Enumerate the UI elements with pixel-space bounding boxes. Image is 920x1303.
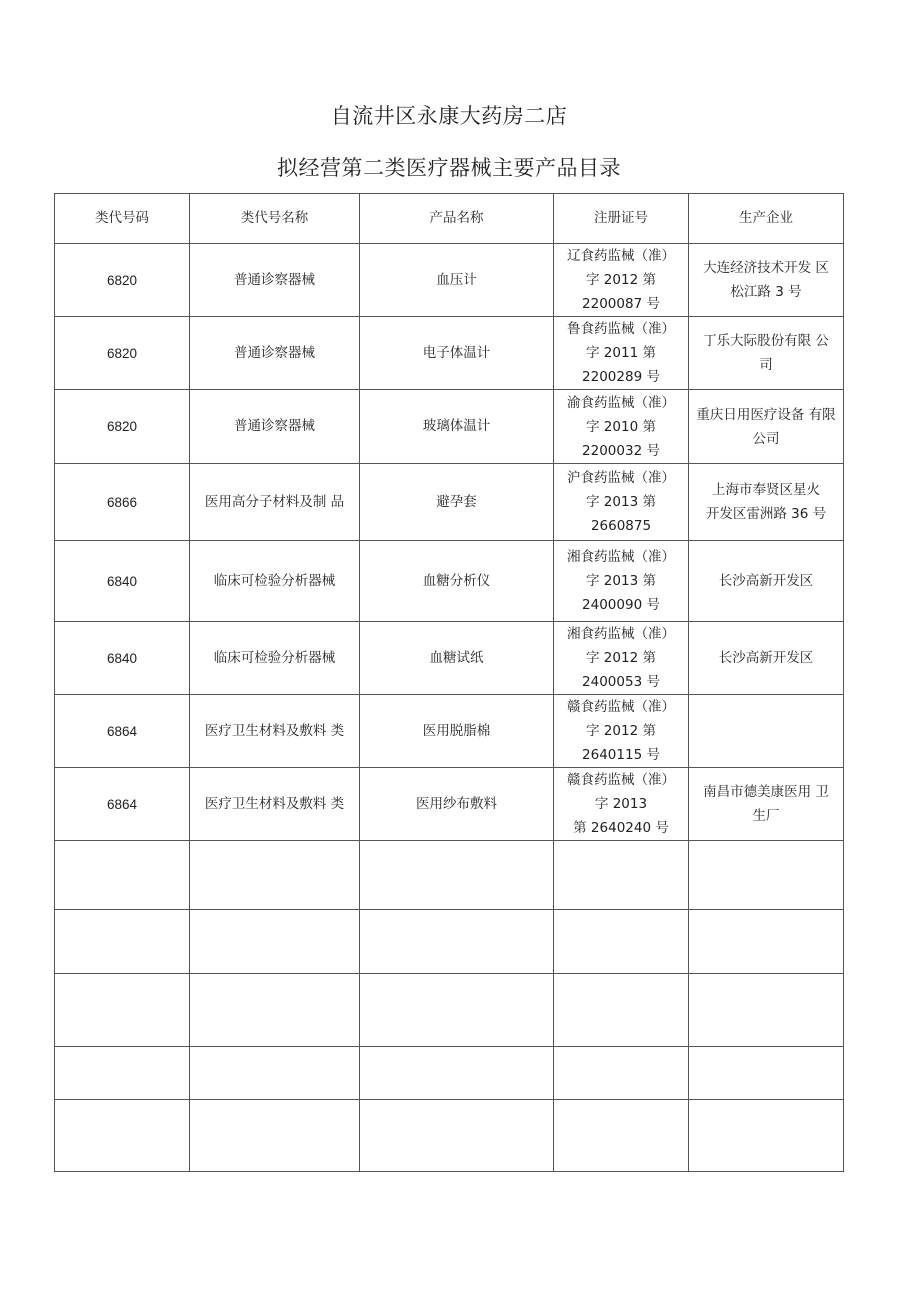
empty-cell — [554, 910, 689, 974]
cell-registration — [554, 317, 689, 390]
reg-line: 字 2013 — [594, 796, 648, 812]
cell-code: 6840 — [55, 541, 190, 622]
mfr-line: 长沙高新开发区 — [718, 573, 814, 589]
cell-product: 避孕套 — [360, 464, 554, 541]
empty-cell — [190, 1047, 360, 1100]
table-row — [55, 464, 844, 541]
empty-row — [55, 841, 844, 910]
empty-cell — [190, 1100, 360, 1172]
reg-line: 字 2012 第 — [586, 650, 656, 666]
cell-category: 临床可检验分析器械 — [190, 622, 360, 695]
cell-manufacturer — [689, 317, 844, 390]
empty-row — [55, 974, 844, 1047]
reg-line: 字 2010 第 — [586, 418, 656, 435]
empty-cell — [360, 910, 554, 974]
cell-manufacturer — [689, 390, 844, 464]
table-row — [55, 695, 844, 768]
cell-registration — [554, 390, 689, 464]
header-code: 类代号码 — [55, 194, 190, 244]
reg-line: 湘食药监械（准） — [567, 626, 675, 642]
empty-cell — [55, 841, 190, 910]
mfr-line: 司 — [759, 357, 773, 373]
reg-line: 赣食药监械（准） — [567, 772, 675, 788]
mfr-line: 丁乐大际股份有限 公 — [703, 333, 829, 349]
reg-line: 字 2012 第 — [586, 723, 656, 739]
cell-category: 医用高分子材料及制 品 — [190, 464, 360, 541]
cell-category: 普通诊察器械 — [190, 390, 360, 464]
empty-cell — [190, 910, 360, 974]
reg-line: 2400053 号 — [582, 674, 660, 690]
cell-code: 6820 — [55, 390, 190, 464]
table-row — [55, 622, 844, 695]
cell-registration — [554, 622, 689, 695]
reg-line: 渝食药监械（准） — [567, 394, 675, 411]
header-product: 产品名称 — [360, 194, 554, 244]
cell-product: 玻璃体温计 — [360, 390, 554, 464]
empty-cell — [190, 841, 360, 910]
mfr-line: 公司 — [752, 430, 780, 447]
cell-product: 血糖分析仪 — [360, 541, 554, 622]
empty-row — [55, 1047, 844, 1100]
empty-cell — [554, 841, 689, 910]
empty-cell — [554, 1100, 689, 1172]
table-row — [55, 244, 844, 317]
reg-line: 鲁食药监械（准） — [567, 321, 675, 337]
cell-registration — [554, 244, 689, 317]
cell-manufacturer — [689, 622, 844, 695]
product-table — [54, 193, 844, 1172]
cell-manufacturer — [689, 541, 844, 622]
cell-registration — [554, 464, 689, 541]
table-row — [55, 768, 844, 841]
cell-code: 6864 — [55, 695, 190, 768]
cell-manufacturer — [689, 695, 844, 768]
reg-line: 湘食药监械（准） — [567, 549, 675, 565]
empty-cell — [190, 974, 360, 1047]
cell-category: 医疗卫生材料及敷料 类 — [190, 695, 360, 768]
page-subtitle: 拟经营第二类医疗器械主要产品目录 — [277, 156, 621, 180]
empty-cell — [360, 1047, 554, 1100]
table-row — [55, 541, 844, 622]
table-row — [55, 390, 844, 464]
cell-product: 医用脱脂棉 — [360, 695, 554, 768]
reg-line: 字 2013 第 — [586, 573, 656, 589]
empty-row — [55, 910, 844, 974]
cell-category: 普通诊察器械 — [190, 317, 360, 390]
cell-registration — [554, 695, 689, 768]
cell-category: 临床可检验分析器械 — [190, 541, 360, 622]
table-row — [55, 317, 844, 390]
cell-code: 6840 — [55, 622, 190, 695]
reg-line: 2660875 — [590, 518, 652, 534]
empty-cell — [689, 1100, 844, 1172]
empty-cell — [55, 974, 190, 1047]
header-registration: 注册证号 — [554, 194, 689, 244]
reg-line: 2200032 号 — [582, 442, 660, 459]
cell-registration — [554, 541, 689, 622]
empty-row — [55, 1100, 844, 1172]
cell-product: 电子体温计 — [360, 317, 554, 390]
mfr-line: 长沙高新开发区 — [718, 650, 814, 666]
header-manufacturer: 生产企业 — [689, 194, 844, 244]
cell-manufacturer — [689, 768, 844, 841]
reg-line: 字 2012 第 — [586, 272, 656, 288]
mfr-line: 南昌市德美康医用 卫 — [703, 784, 829, 800]
empty-cell — [554, 1047, 689, 1100]
cell-product: 血糖试纸 — [360, 622, 554, 695]
cell-registration — [554, 768, 689, 841]
reg-line: 2640115 号 — [582, 747, 660, 763]
empty-cell — [55, 1047, 190, 1100]
cell-product: 医用纱布敷料 — [360, 768, 554, 841]
reg-line: 辽食药监械（准） — [567, 248, 675, 264]
empty-cell — [360, 1100, 554, 1172]
empty-cell — [360, 974, 554, 1047]
cell-product: 血压计 — [360, 244, 554, 317]
empty-cell — [689, 910, 844, 974]
reg-line: 2200087 号 — [582, 296, 660, 312]
page-title: 自流井区永康大药房二店 — [330, 104, 568, 128]
empty-cell — [55, 910, 190, 974]
reg-line: 字 2013 第 — [586, 494, 656, 510]
reg-line: 字 2011 第 — [586, 345, 656, 361]
empty-cell — [689, 1047, 844, 1100]
empty-cell — [360, 841, 554, 910]
mfr-line: 松江路 3 号 — [730, 284, 802, 300]
cell-category: 医疗卫生材料及敷料 类 — [190, 768, 360, 841]
reg-line: 沪食药监械（准） — [567, 470, 675, 486]
cell-code: 6864 — [55, 768, 190, 841]
empty-cell — [689, 841, 844, 910]
empty-cell — [689, 974, 844, 1047]
empty-cell — [554, 974, 689, 1047]
mfr-line: 开发区雷洲路 36 号 — [705, 506, 827, 522]
mfr-line: 上海市奉贤区星火 — [712, 482, 820, 498]
reg-line: 第 2640240 号 — [573, 820, 669, 836]
mfr-line: 重庆日用医疗设备 有限 — [696, 406, 836, 423]
mfr-line: 大连经济技术开发 区 — [703, 260, 829, 276]
cell-manufacturer — [689, 244, 844, 317]
reg-line: 2400090 号 — [582, 597, 660, 613]
cell-code: 6820 — [55, 317, 190, 390]
cell-manufacturer — [689, 464, 844, 541]
table-header-row — [55, 194, 844, 244]
reg-line: 2200289 号 — [582, 369, 660, 385]
header-category: 类代号名称 — [190, 194, 360, 244]
cell-code: 6820 — [55, 244, 190, 317]
cell-code: 6866 — [55, 464, 190, 541]
mfr-line: 生厂 — [752, 808, 780, 824]
cell-category: 普通诊察器械 — [190, 244, 360, 317]
reg-line: 赣食药监械（准） — [567, 699, 675, 715]
empty-cell — [55, 1100, 190, 1172]
